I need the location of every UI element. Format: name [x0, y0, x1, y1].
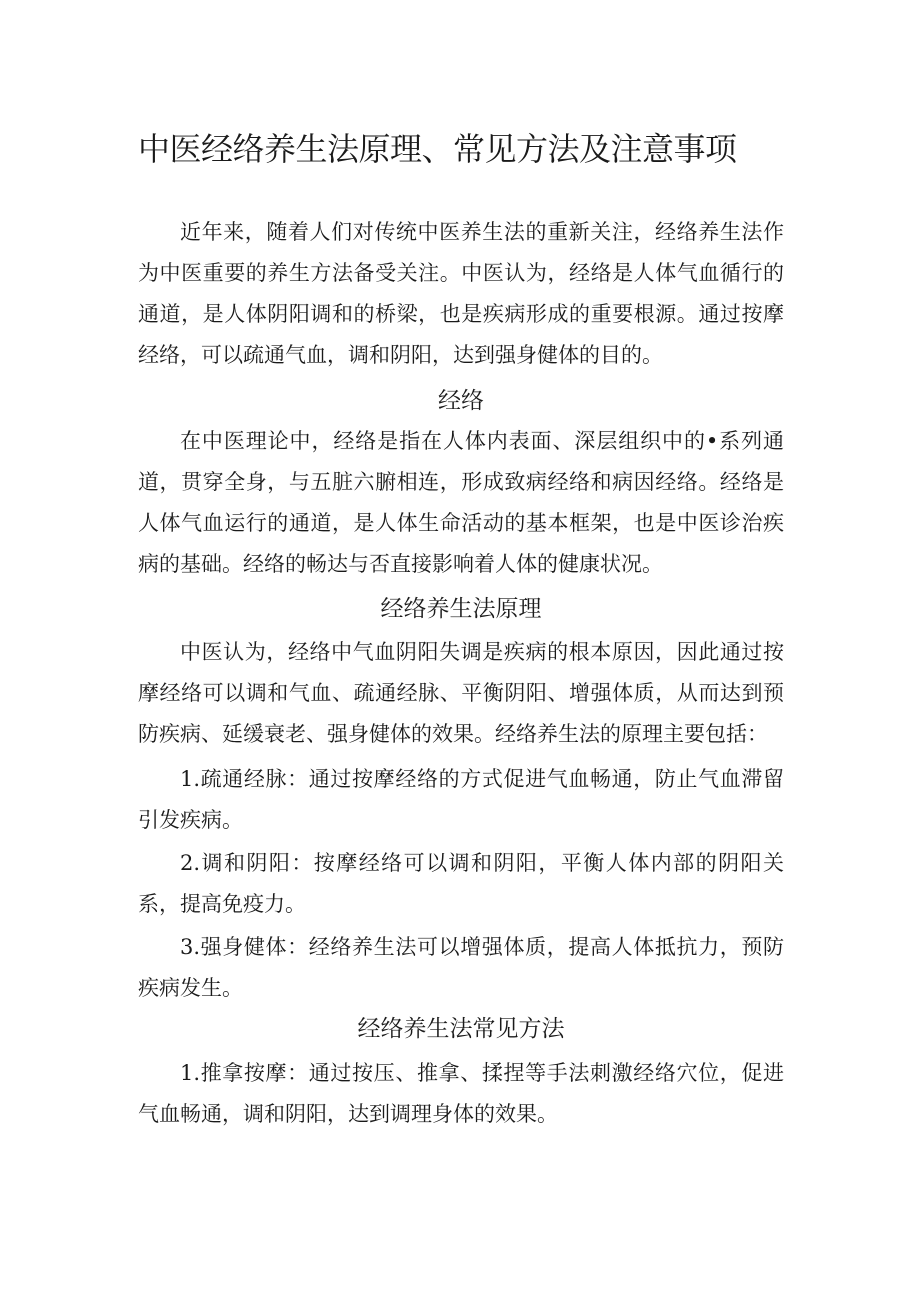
- intro-paragraph: 近年来，随着人们对传统中医养生法的重新关注，经络养生法作为中医重要的养生方法备受关注。中医认为，经络是人体气血循行的通道，是人体阴阳调和的桥梁，也是疾病形成的重要根源。通过按摩经络，可以疏通气血，调和阴阳，达到强身健体的目的。: [138, 220, 784, 367]
- section-heading-methods: 经络养生法常见方法: [357, 1016, 565, 1042]
- section-heading-principles: 经络养生法原理: [380, 596, 542, 622]
- section-heading-meridians: 经络: [438, 388, 484, 414]
- document-title: 中医经络养生法原理、常见方法及注意事项: [138, 130, 737, 168]
- principles-paragraph: 中医认为，经络中气血阴阳失调是疾病的根本原因，因此通过按摩经络可以调和气血、疏通经脉、平衡阴阳、增强体质，从而达到预防疾病、延缓衰老、强身健体的效果。经络养生法的原理主要包括：: [138, 640, 784, 746]
- meridians-paragraph: 在中医理论中，经络是指在人体内表面、深层组织中的•系列通道，贯穿全身，与五脏六腑相连，形成致病经络和病因经络。经络是人体气血运行的通道，是人体生命活动的基本框架，也是中医诊治疾病的基础。经络的畅达与否直接影响着人体的健康状况。: [138, 429, 784, 576]
- principle-item-2: 2.调和阴阳：按摩经络可以调和阴阳，平衡人体内部的阴阳关系，提高免疫力。: [138, 851, 784, 916]
- method-item-1: 1.推拿按摩：通过按压、推拿、揉捏等手法刺激经络穴位，促进气血畅通，调和阴阳，达到调理身体的效果。: [138, 1061, 784, 1126]
- principle-item-1: 1.疏通经脉：通过按摩经络的方式促进气血畅通，防止气血滞留引发疾病。: [138, 767, 784, 832]
- principle-item-3: 3.强身健体：经络养生法可以增强体质，提高人体抵抗力，预防疾病发生。: [138, 935, 784, 1000]
